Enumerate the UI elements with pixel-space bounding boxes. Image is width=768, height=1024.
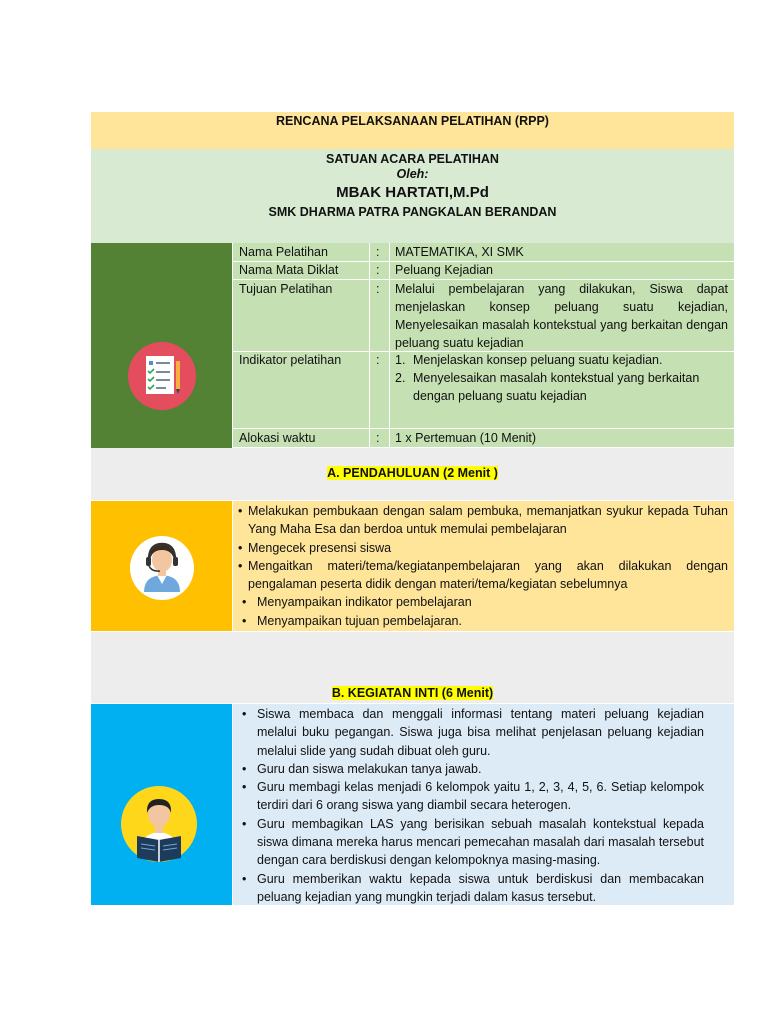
section-a-icon-cell [91,501,232,631]
list-item: • Guru membagi kelas menjadi 6 kelompok yaitu 1, 2, 3, 4, 5, 6. Setiap kelompok terdiri dari 6 orang siswa yang diambil secara heterogen. [235,778,704,815]
info-separator: : [376,282,380,296]
info-label-alokasi: Alokasi waktu [239,431,316,445]
info-value-mata-diklat: Peluang Kejadian [395,263,493,277]
section-b-header [91,632,734,703]
list-item: 1. Menjelaskan konsep peluang suatu kejadian. [395,353,663,367]
section-a-list-cont [235,593,728,630]
header-oleh: Oleh: [396,167,429,181]
section-a-content [233,501,734,631]
list-item: • Guru dan siswa melakukan tanya jawab. [235,760,704,778]
document-title: RENCANA PELAKSANAAN PELATIHAN (RPP) [276,114,549,128]
section-a-list [235,502,728,593]
info-label-nama-pelatihan: Nama Pelatihan [239,245,328,259]
section-b-list [235,705,704,906]
section-b-title: B. KEGIATAN INTI (6 Menit) [331,686,494,700]
header-school: SMK DHARMA PATRA PANGKALAN BERANDAN [268,205,557,219]
list-item: • Guru memberikan waktu kepada siswa untuk berdiskusi dan membacakan peluang kejadian yang mungkin terjadi dalam kasus tersebut. [235,870,704,907]
customer-service-icon [130,536,194,600]
info-separator: : [376,245,380,259]
info-icon-cell [91,243,232,448]
info-separator: : [376,263,380,277]
title-row [91,112,734,131]
section-a-header [91,448,734,500]
info-value-nama-pelatihan: MATEMATIKA, XI SMK [395,245,524,259]
list-item: • Mengecek presensi siswa [235,539,728,557]
section-b-icon-cell [91,704,232,905]
header-author: MBAK HARTATI,M.Pd [336,184,489,201]
info-value-tujuan: Melalui pembelajaran yang dilakukan, Siswa dapat menjelaskan konsep peluang suatu kejadian, Menyelesaikan masalah kontekstual yang berkaitan dengan peluang suatu kejadian [395,282,728,350]
section-a-title: A. PENDAHULUAN (2 Menit ) [327,466,498,480]
info-label-mata-diklat: Nama Mata Diklat [239,263,339,277]
info-indikator-list [393,351,728,405]
list-item: 2. Menyelesaikan masalah kontekstual yang berkaitan dengan peluang suatu kejadian [395,371,700,403]
info-label-tujuan: Tujuan Pelatihan [239,282,333,296]
title-spacer-row [91,131,734,149]
info-label-indikator: Indikator pelatihan [239,353,342,367]
info-value-alokasi: 1 x Pertemuan (10 Menit) [395,431,537,445]
list-item: • Menyampaikan indikator pembelajaran [235,593,728,611]
list-item: • Melakukan pembukaan dengan salam pembuka, memanjatkan syukur kepada Tuhan Yang Maha Esa dan berdoa untuk memulai pembelajaran [235,502,728,539]
section-b-content [233,704,734,905]
header-subtitle: SATUAN ACARA PELATIHAN [326,152,499,166]
list-item: • Menyampaikan tujuan pembelajaran. [235,612,728,630]
header-spacer-row [91,225,734,243]
checklist-icon [127,341,197,411]
list-item: • Siswa membaca dan menggali informasi tentang materi peluang kejadian melalui buku pegangan. Siswa juga bisa melihat penjelasan peluang kejadian melalui slide yang sudah dibuat oleh guru. [235,705,704,760]
header-block [91,149,734,225]
list-item: • Mengaitkan materi/tema/kegiatanpembelajaran yang akan dilakukan dengan pengalaman peserta didik dengan materi/tema/kegiatan sebelumnya [235,557,728,594]
list-item: • Guru membagikan LAS yang berisikan sebuah masalah kontekstual kepada siswa dimana mereka harus mencari pemecahan masalah dari masalah tersebut dengan cara berdiskusi dengan kelompoknya masing-masing. [235,815,704,870]
info-separator: : [376,431,380,445]
student-reading-icon [121,786,197,862]
info-separator: : [376,353,380,367]
